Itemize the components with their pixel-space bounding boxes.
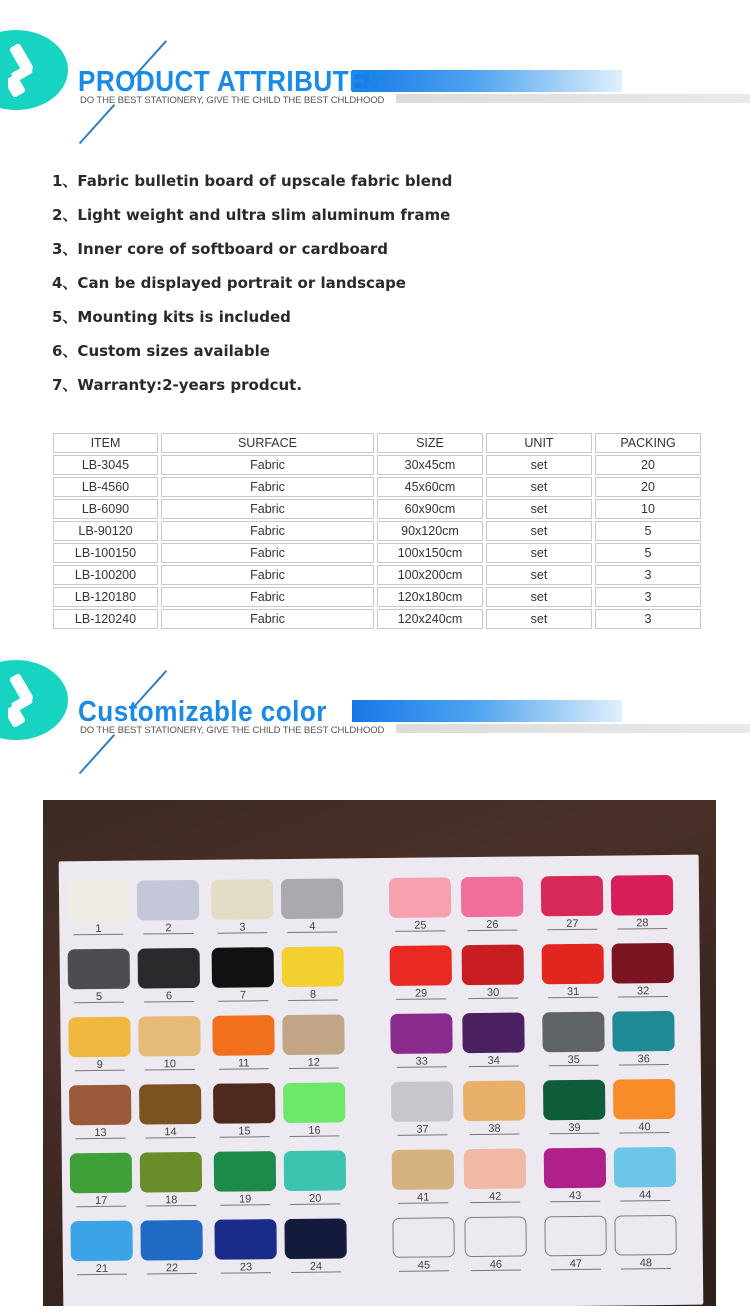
color-swatch <box>68 949 130 990</box>
color-swatch <box>389 877 451 918</box>
color-swatch <box>211 879 273 920</box>
cell-packing: 10 <box>595 499 701 519</box>
swatch-number: 46 <box>465 1258 527 1271</box>
swatch-number: 37 <box>391 1123 453 1136</box>
color-swatch <box>214 1151 276 1192</box>
cell-size: 45x60cm <box>377 477 483 497</box>
cell-surface: Fabric <box>161 565 374 585</box>
swatch-number: 14 <box>139 1126 201 1139</box>
swatch-number: 9 <box>69 1059 131 1072</box>
color-swatch <box>284 1150 346 1191</box>
cell-item: LB-120240 <box>53 609 158 629</box>
cell-packing: 5 <box>595 543 701 563</box>
section-title: PRODUCT ATTRIBUTES <box>78 66 385 98</box>
swatch-number: 2 <box>137 922 199 935</box>
swatch-number: 16 <box>283 1124 345 1137</box>
swatch-number: 7 <box>212 989 274 1002</box>
swatch-number: 44 <box>614 1189 676 1202</box>
color-swatch <box>212 947 274 988</box>
swatch-number: 17 <box>70 1195 132 1208</box>
diagonal-line-decoration <box>79 734 115 774</box>
color-swatch <box>541 876 603 917</box>
color-swatch <box>613 1079 675 1120</box>
swatch-number: 26 <box>461 919 523 932</box>
cell-item: LB-6090 <box>53 499 158 519</box>
cell-size: 120x180cm <box>377 587 483 607</box>
swatch-number: 47 <box>545 1258 607 1271</box>
color-swatch <box>390 1013 452 1054</box>
color-swatch <box>614 1147 676 1188</box>
color-swatch <box>140 1220 202 1261</box>
cell-size: 120x240cm <box>377 609 483 629</box>
swatch-number: 43 <box>544 1190 606 1203</box>
cell-unit: set <box>486 609 592 629</box>
swatch-number: 13 <box>69 1127 131 1140</box>
color-swatch <box>544 1216 606 1257</box>
cell-packing: 20 <box>595 455 701 475</box>
swatch-number: 21 <box>71 1263 133 1276</box>
color-swatch <box>461 877 523 918</box>
cell-size: 90x120cm <box>377 521 483 541</box>
color-swatch <box>283 1082 345 1123</box>
swatch-number: 1 <box>67 923 129 936</box>
color-swatch <box>392 1217 454 1258</box>
cell-surface: Fabric <box>161 455 374 475</box>
color-swatch <box>544 1148 606 1189</box>
swatch-number: 18 <box>140 1194 202 1207</box>
diagonal-line-decoration <box>79 104 115 144</box>
color-swatch <box>138 948 200 989</box>
cell-surface: Fabric <box>161 521 374 541</box>
color-swatch <box>464 1148 526 1189</box>
color-swatch <box>70 1221 132 1262</box>
color-swatch <box>212 1015 274 1056</box>
color-swatch <box>392 1149 454 1190</box>
swatch-number: 24 <box>285 1260 347 1273</box>
swatch-number: 31 <box>542 986 604 999</box>
cell-surface: Fabric <box>161 477 374 497</box>
color-swatch <box>140 1152 202 1193</box>
swatch-number: 8 <box>282 988 344 1001</box>
cell-packing: 5 <box>595 521 701 541</box>
color-swatch <box>214 1219 276 1260</box>
color-swatch <box>611 875 673 916</box>
swatch-number: 22 <box>141 1262 203 1275</box>
table-row <box>53 543 701 563</box>
swatch-number: 33 <box>391 1055 453 1068</box>
cell-surface: Fabric <box>161 587 374 607</box>
color-swatch <box>612 1011 674 1052</box>
cell-size: 100x200cm <box>377 565 483 585</box>
header-packing: PACKING <box>595 433 701 453</box>
attribute-item: 3、Inner core of softboard or cardboard <box>52 240 389 258</box>
section-title: Customizable color <box>78 696 327 728</box>
swatch-number: 19 <box>214 1193 276 1206</box>
color-swatch <box>213 1083 275 1124</box>
swatch-number: 23 <box>215 1261 277 1274</box>
swatch-card <box>59 855 704 1306</box>
section-header-attributes <box>0 0 750 120</box>
cell-unit: set <box>486 499 592 519</box>
header-size: SIZE <box>377 433 483 453</box>
color-swatch <box>391 1081 453 1122</box>
swatch-number: 10 <box>139 1058 201 1071</box>
section-subtitle: DO THE BEST STATIONERY, GIVE THE CHILD THE BEST CHLDHOOD <box>80 725 385 736</box>
color-swatch <box>284 1218 346 1259</box>
cell-unit: set <box>486 543 592 563</box>
color-swatch <box>462 944 524 985</box>
cell-packing: 3 <box>595 609 701 629</box>
blue-gradient-bar <box>352 70 622 92</box>
table-row <box>53 499 701 519</box>
attribute-item: 1、Fabric bulletin board of upscale fabric blend <box>52 172 453 190</box>
color-swatch <box>614 1215 676 1256</box>
section-header-color <box>0 630 750 750</box>
color-swatch <box>281 878 343 919</box>
cell-item: LB-90120 <box>53 521 158 541</box>
color-swatch <box>138 1016 200 1057</box>
swatch-number: 35 <box>543 1054 605 1067</box>
swatch-number: 27 <box>541 918 603 931</box>
color-swatch <box>282 946 344 987</box>
swatch-number: 5 <box>68 991 130 1004</box>
cell-packing: 20 <box>595 477 701 497</box>
color-swatch <box>462 1012 524 1053</box>
pen-brush-icon <box>8 40 50 98</box>
swatch-number: 34 <box>463 1054 525 1067</box>
table-row <box>53 565 701 585</box>
section-subtitle: DO THE BEST STATIONERY, GIVE THE CHILD THE BEST CHLDHOOD <box>80 95 385 106</box>
swatch-number: 20 <box>284 1192 346 1205</box>
color-swatch <box>70 1153 132 1194</box>
table-row <box>53 587 701 607</box>
swatch-number: 38 <box>463 1122 525 1135</box>
cell-item: LB-100150 <box>53 543 158 563</box>
cell-size: 100x150cm <box>377 543 483 563</box>
cell-unit: set <box>486 455 592 475</box>
pen-brush-icon <box>8 670 50 728</box>
cell-unit: set <box>486 587 592 607</box>
header-unit: UNIT <box>486 433 592 453</box>
cell-item: LB-100200 <box>53 565 158 585</box>
swatch-number: 4 <box>281 920 343 933</box>
color-swatch <box>67 881 129 922</box>
cell-item: LB-3045 <box>53 455 158 475</box>
attribute-item: 4、Can be displayed portrait or landscape <box>52 274 406 292</box>
table-header-row <box>53 433 701 453</box>
header-item: ITEM <box>53 433 158 453</box>
attribute-list <box>52 170 452 408</box>
cell-surface: Fabric <box>161 543 374 563</box>
swatch-number: 6 <box>138 990 200 1003</box>
attribute-item: 7、Warranty:2-years prodcut. <box>52 376 303 394</box>
color-swatch <box>69 1085 131 1126</box>
color-swatch <box>390 945 452 986</box>
cell-surface: Fabric <box>161 609 374 629</box>
swatch-number: 32 <box>612 985 674 998</box>
cell-surface: Fabric <box>161 499 374 519</box>
swatch-number: 30 <box>462 986 524 999</box>
swatch-number: 41 <box>392 1191 454 1204</box>
swatch-number: 11 <box>213 1057 275 1070</box>
color-swatch <box>282 1014 344 1055</box>
color-swatch <box>542 1012 604 1053</box>
grey-bar <box>396 94 750 103</box>
swatch-number: 36 <box>613 1053 675 1066</box>
color-swatch <box>68 1017 130 1058</box>
table-row <box>53 521 701 541</box>
color-swatch <box>137 880 199 921</box>
color-swatch <box>543 1080 605 1121</box>
swatch-number: 28 <box>611 917 673 930</box>
cell-unit: set <box>486 477 592 497</box>
swatch-number: 15 <box>213 1125 275 1138</box>
table-row <box>53 477 701 497</box>
grey-bar <box>396 724 750 733</box>
swatch-number: 42 <box>464 1190 526 1203</box>
color-swatch <box>463 1080 525 1121</box>
swatch-number: 45 <box>393 1259 455 1272</box>
color-swatch-photo <box>43 800 716 1306</box>
swatch-number: 3 <box>211 921 273 934</box>
cell-unit: set <box>486 565 592 585</box>
cell-packing: 3 <box>595 587 701 607</box>
swatch-number: 48 <box>615 1257 677 1270</box>
table-row <box>53 609 701 629</box>
cell-size: 60x90cm <box>377 499 483 519</box>
spec-table <box>50 431 704 631</box>
attribute-item: 5、Mounting kits is included <box>52 308 291 326</box>
color-swatch <box>542 944 604 985</box>
cell-item: LB-4560 <box>53 477 158 497</box>
swatch-number: 25 <box>389 919 451 932</box>
header-surface: SURFACE <box>161 433 374 453</box>
cell-size: 30x45cm <box>377 455 483 475</box>
attribute-item: 2、Light weight and ultra slim aluminum frame <box>52 206 451 224</box>
cell-packing: 3 <box>595 565 701 585</box>
table-row <box>53 455 701 475</box>
swatch-number: 40 <box>613 1121 675 1134</box>
color-swatch <box>612 943 674 984</box>
color-swatch <box>139 1084 201 1125</box>
cell-unit: set <box>486 521 592 541</box>
blue-gradient-bar <box>352 700 622 722</box>
attribute-item: 6、Custom sizes available <box>52 342 270 360</box>
cell-item: LB-120180 <box>53 587 158 607</box>
color-swatch <box>464 1216 526 1257</box>
swatch-number: 29 <box>390 987 452 1000</box>
swatch-number: 12 <box>283 1056 345 1069</box>
swatch-number: 39 <box>543 1122 605 1135</box>
